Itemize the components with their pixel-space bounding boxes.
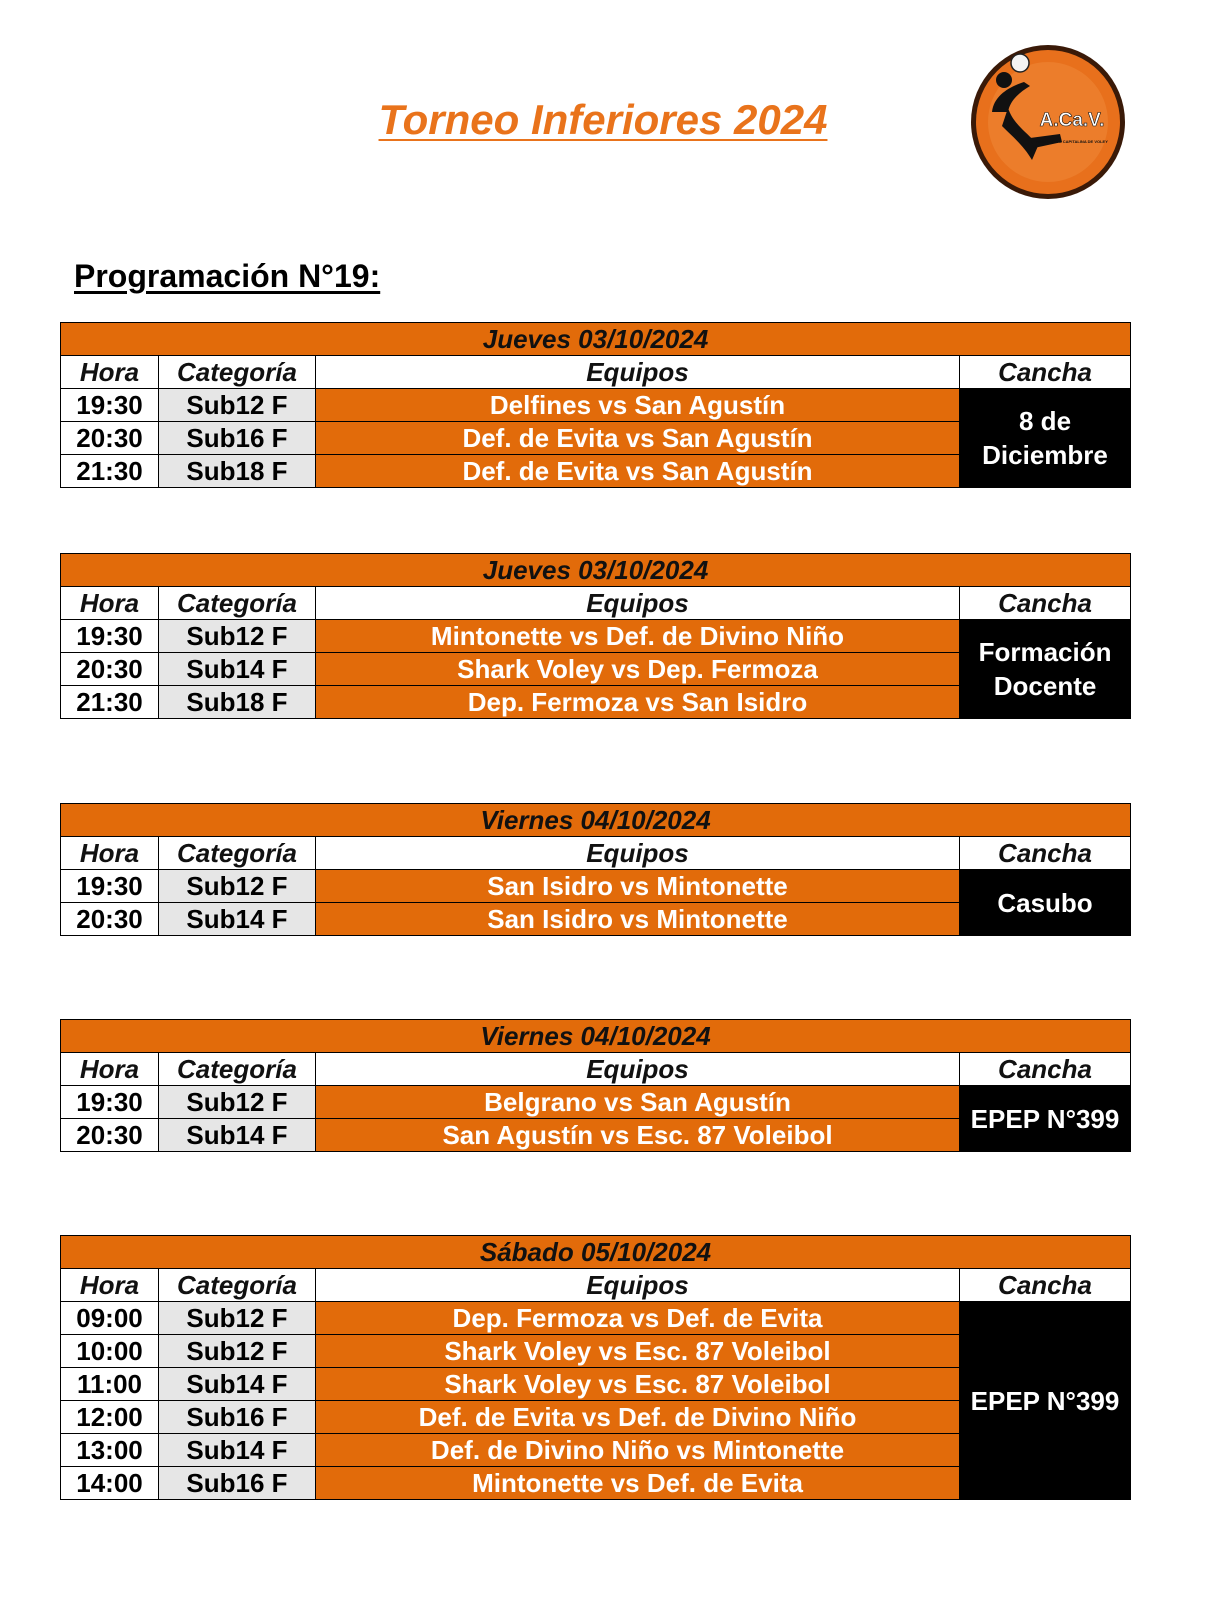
day-row	[61, 1236, 1131, 1269]
schedule-block	[60, 1019, 1130, 1152]
match-time: 21:30	[61, 455, 159, 488]
day-row	[61, 323, 1131, 356]
column-header-row	[61, 1269, 1131, 1302]
match-teams: Def. de Evita vs San Agustín	[316, 455, 960, 488]
match-time: 14:00	[61, 1467, 159, 1500]
match-teams: Mintonette vs Def. de Divino Niño	[316, 620, 960, 653]
hora-header: Hora	[61, 356, 159, 389]
schedule-block	[60, 553, 1130, 719]
schedule-block	[60, 322, 1130, 488]
match-category: Sub12 F	[159, 620, 316, 653]
match-category: Sub14 F	[159, 1434, 316, 1467]
cancha-header: Cancha	[960, 837, 1131, 870]
match-teams: Delfines vs San Agustín	[316, 389, 960, 422]
column-header-row	[61, 587, 1131, 620]
match-time: 10:00	[61, 1335, 159, 1368]
day-header: Sábado 05/10/2024	[61, 1236, 1131, 1269]
day-row	[61, 554, 1131, 587]
match-category: Sub14 F	[159, 1368, 316, 1401]
categoria-header: Categoría	[159, 837, 316, 870]
match-teams: Shark Voley vs Esc. 87 Voleibol	[316, 1368, 960, 1401]
match-teams: Dep. Fermoza vs Def. de Evita	[316, 1302, 960, 1335]
match-category: Sub18 F	[159, 686, 316, 719]
match-time: 19:30	[61, 620, 159, 653]
match-teams: Def. de Evita vs San Agustín	[316, 422, 960, 455]
match-teams: Shark Voley vs Esc. 87 Voleibol	[316, 1335, 960, 1368]
match-category: Sub16 F	[159, 422, 316, 455]
cancha-header: Cancha	[960, 356, 1131, 389]
day-row	[61, 1020, 1131, 1053]
schedule-table	[60, 553, 1131, 719]
match-teams: Shark Voley vs Dep. Fermoza	[316, 653, 960, 686]
equipos-header: Equipos	[316, 587, 960, 620]
day-header: Viernes 04/10/2024	[61, 1020, 1131, 1053]
match-time: 19:30	[61, 870, 159, 903]
match-time: 19:30	[61, 1086, 159, 1119]
venue-cell: EPEP N°399	[960, 1302, 1131, 1500]
match-teams: San Agustín vs Esc. 87 Voleibol	[316, 1119, 960, 1152]
day-header: Jueves 03/10/2024	[61, 554, 1131, 587]
hora-header: Hora	[61, 837, 159, 870]
hora-header: Hora	[61, 587, 159, 620]
match-time: 11:00	[61, 1368, 159, 1401]
venue-cell: EPEP N°399	[960, 1086, 1131, 1152]
categoria-header: Categoría	[159, 1269, 316, 1302]
cancha-header: Cancha	[960, 587, 1131, 620]
schedule-table	[60, 803, 1131, 936]
match-category: Sub16 F	[159, 1401, 316, 1434]
match-teams: San Isidro vs Mintonette	[316, 903, 960, 936]
match-category: Sub12 F	[159, 389, 316, 422]
match-teams: Def. de Divino Niño vs Mintonette	[316, 1434, 960, 1467]
match-time: 20:30	[61, 1119, 159, 1152]
match-row	[61, 870, 1131, 903]
match-category: Sub18 F	[159, 455, 316, 488]
match-row	[61, 620, 1131, 653]
schedule-table	[60, 322, 1131, 488]
match-teams: Dep. Fermoza vs San Isidro	[316, 686, 960, 719]
match-category: Sub12 F	[159, 1086, 316, 1119]
column-header-row	[61, 356, 1131, 389]
match-row	[61, 389, 1131, 422]
schedule-block	[60, 1235, 1130, 1500]
match-category: Sub14 F	[159, 653, 316, 686]
venue-cell: Casubo	[960, 870, 1131, 936]
match-time: 21:30	[61, 686, 159, 719]
categoria-header: Categoría	[159, 356, 316, 389]
match-teams: Mintonette vs Def. de Evita	[316, 1467, 960, 1500]
cancha-header: Cancha	[960, 1053, 1131, 1086]
day-header: Viernes 04/10/2024	[61, 804, 1131, 837]
day-row	[61, 804, 1131, 837]
match-category: Sub12 F	[159, 870, 316, 903]
match-time: 12:00	[61, 1401, 159, 1434]
equipos-header: Equipos	[316, 837, 960, 870]
match-time: 09:00	[61, 1302, 159, 1335]
equipos-header: Equipos	[316, 356, 960, 389]
match-time: 19:30	[61, 389, 159, 422]
schedule-table	[60, 1235, 1131, 1500]
match-category: Sub14 F	[159, 1119, 316, 1152]
match-row	[61, 1302, 1131, 1335]
categoria-header: Categoría	[159, 1053, 316, 1086]
page-title: Torneo Inferiores 2024	[378, 96, 828, 143]
logo-subtext: ASOCIACION CAPITALINA DE VOLEY	[1036, 139, 1108, 144]
match-time: 20:30	[61, 653, 159, 686]
schedule-block	[60, 803, 1130, 936]
equipos-header: Equipos	[316, 1053, 960, 1086]
match-category: Sub12 F	[159, 1302, 316, 1335]
equipos-header: Equipos	[316, 1269, 960, 1302]
match-time: 13:00	[61, 1434, 159, 1467]
column-header-row	[61, 1053, 1131, 1086]
match-teams: Def. de Evita vs Def. de Divino Niño	[316, 1401, 960, 1434]
hora-header: Hora	[61, 1053, 159, 1086]
venue-cell: Formación Docente	[960, 620, 1131, 719]
logo-text: A.Ca.V.	[1039, 110, 1105, 131]
match-time: 20:30	[61, 903, 159, 936]
column-header-row	[61, 837, 1131, 870]
programacion-heading: Programación N°19:	[74, 258, 381, 294]
match-teams: Belgrano vs San Agustín	[316, 1086, 960, 1119]
schedule-table	[60, 1019, 1131, 1152]
venue-cell: 8 de Diciembre	[960, 389, 1131, 488]
match-time: 20:30	[61, 422, 159, 455]
match-row	[61, 1086, 1131, 1119]
match-category: Sub14 F	[159, 903, 316, 936]
cancha-header: Cancha	[960, 1269, 1131, 1302]
match-category: Sub12 F	[159, 1335, 316, 1368]
hora-header: Hora	[61, 1269, 159, 1302]
categoria-header: Categoría	[159, 587, 316, 620]
match-category: Sub16 F	[159, 1467, 316, 1500]
acav-logo	[968, 42, 1128, 202]
day-header: Jueves 03/10/2024	[61, 323, 1131, 356]
match-teams: San Isidro vs Mintonette	[316, 870, 960, 903]
